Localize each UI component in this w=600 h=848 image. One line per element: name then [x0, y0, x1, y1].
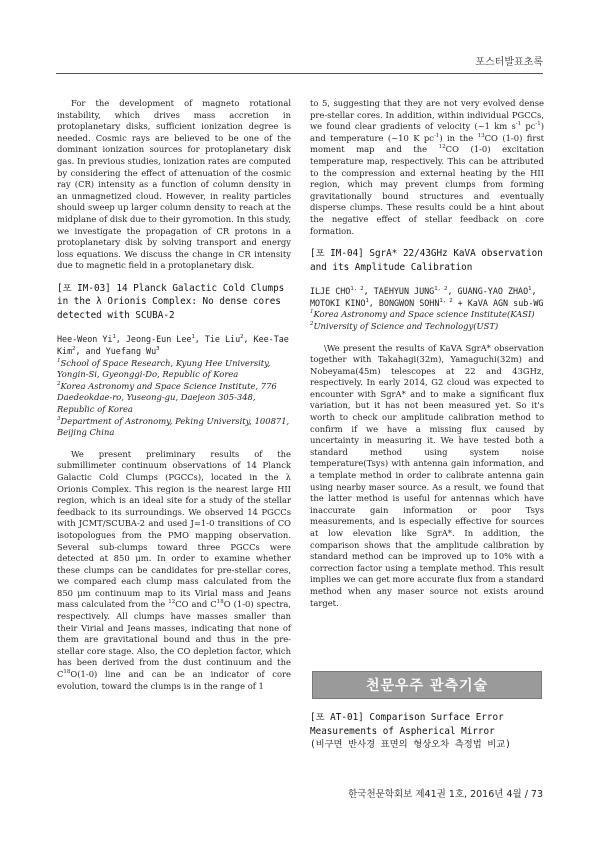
abstract-title-im03: [포 IM-03] 14 Planck Galactic Cold Clumps in the λ Orionis Complex: No dense cores detected with SCUBA-2: [57, 282, 285, 321]
abstract-body-im03-continued: to 5, suggesting that they are not very evolved dense pre-stellar cores. In addition, within individual PGCCs, we found clear gradients of velocity (~1 km $s^{-1}$ $pc^{-1}$) and temperature (~10 K $pc^{-1}$) in the $^{13}$CO (1-0) first moment map and the $^{12}$CO (1-0) excitation temperature map, respectively. This can be attributed to the compression and external heating by the HII region, which may prevent clumps from forming gravitationally bound structures and eventually disperse clumps. These results could be a hint about the negative effect of stellar feedback on core formation.: [310, 98, 545, 236]
abstract-title-im04: [포 IM-04] SgrA* 22/43GHz KaVA observation and its Amplitude Calibration: [310, 248, 543, 273]
affiliation-im03-1: $^1$School of Space Research, Kyung Hee University, Yongin-Si, Gyeonggi-Do, Republic of Korea: [57, 357, 271, 380]
affiliation-im03-2: $^2$Korea Astronomy and Space Science Institute, 776 Daedeokdae-ro, Yuseong-gu, Daejeon 305-348, Republic of Korea: [57, 380, 277, 414]
section-banner: 천문우주 관측기술: [312, 671, 542, 699]
abstract-body-im03: We present preliminary results of the submillimeter continuum observations of 14 Planck Galactic Cold Clumps (PGCCs), located in the λ Orionis Complex. This region is the nearest large HII region, which is an ideal site for a study of the stellar feedback to its surroundings. We observed 14 PGCCs with JCMT/SCUBA-2 and used J=1-0 transitions of CO isotopologues from the PMO mapping observation. Several sub-clumps toward three PGCCs were detected at 850 μm. In order to examine whether these clumps can be candidates for pre-stellar cores, we compared each clump mass calculated from the 850 μm continuum map to its Virial mass and Jeans mass calculated from the $^{12}$CO and $C^{18}O$ (1-0) spectra, respectively. All clumps have masses smaller than their Virial and Jeans masses, indicating that none of them are gravitational bound and thus in the pre-stellar core stage. Also, the CO depletion factor, which has been derived from the dust continuum and the $C^{18}O(1-0)$ line and can be an indicator of core evolution, toward the clumps is in the range of 1: [57, 448, 291, 691]
abstract-paragraph-im02-end: For the development of magneto rotational instability, which drives mass accretion in protoplanetary disks, sufficient ionization degree is needed. Cosmic rays are believed to be one of the dominant ionization sources for protoplanetary disk gas. In previous studies, ionization rates are computed by considering the effect of attenuation of the cosmic ray (CR) intensity as a function of column density in an unmagnetized cloud. However, in reality particles should sweep up larger column density to reach at the midplane of disk due to their gyromotion. In this study, we investigate the propagation of CR protons in a protoplanetary disk by solving transport and energy loss equations. We discuss the change in CR intensity due to magnetic field in a protoplanetary disk.: [57, 98, 291, 271]
section-header-label: 포스터발표초록: [475, 57, 543, 68]
page-footer: 한국천문학회보 제41권 1호, 2016년 4월 / 73: [348, 789, 543, 800]
affiliation-im04-1: $^1$Korea Astronomy and Space science Institute(KASI): [310, 309, 535, 320]
abstract-title-at01: [포 AT-01] Comparison Surface Error Measurements of Aspherical Mirror (비구면 반사경 표면의 형상오차 측정법 비교): [310, 712, 511, 750]
right-column: [310, 98, 544, 609]
author-list-im04: ILJE CHO$^{1, 2}$, TAEHYUN JUNG$^{1, 2}$, GUANG-YAO ZHAO$^1$, MOTOKI KINO$^1$, BONGWON SOHN$^{1, 2}$ + KaVA AGN sub-WG: [310, 286, 544, 308]
left-column: [57, 98, 291, 692]
affiliation-im04-2: $^2$University of Science and Technology(UST): [310, 320, 499, 331]
author-list-im03: Hee-Weon Yi$^1$, Jeong-Eun Lee$^1$, Tie Liu$^2$, Kee-Tae Kim$^2$, and Yuefang Wu$^3$: [57, 334, 289, 356]
affiliation-im03-3: $^3$Department of Astronomy, Peking University, 100871, Beijing China: [57, 415, 290, 438]
header-rule: [56, 73, 543, 74]
abstract-body-im04: \We present the results of KaVA SgrA* observation together with Takahagi(32m), Yamaguchi(32m) and Nobeyama(45m) telescopes at 22 and 43GHz, respectively. In early 2014, G2 cloud was expected to encounter with SgrA* and to make a significant flux variation, but it has not been measured yet. So it's worth to check our amplitude calibration method to confirm if we have a missing flux caused by uncertainty in measuring it. We have tested both a standard method using system noise temperature(Tsys) with antenna gain information, and a template method in order to calibrate antenna gain using nearby maser source. As a result, we found that the latter method is useful for antennas which have inaccurate gain information or poor Tsys measurements, and is especially effective for sources at low elevation like SgrA*. In addition, the comparison shows that the amplitude calibration by standard method can be improved up to 10% with a correction factor using a template method. This result implies we can get more accurate flux from a standard method when any maser source not exists around target.: [310, 342, 544, 608]
